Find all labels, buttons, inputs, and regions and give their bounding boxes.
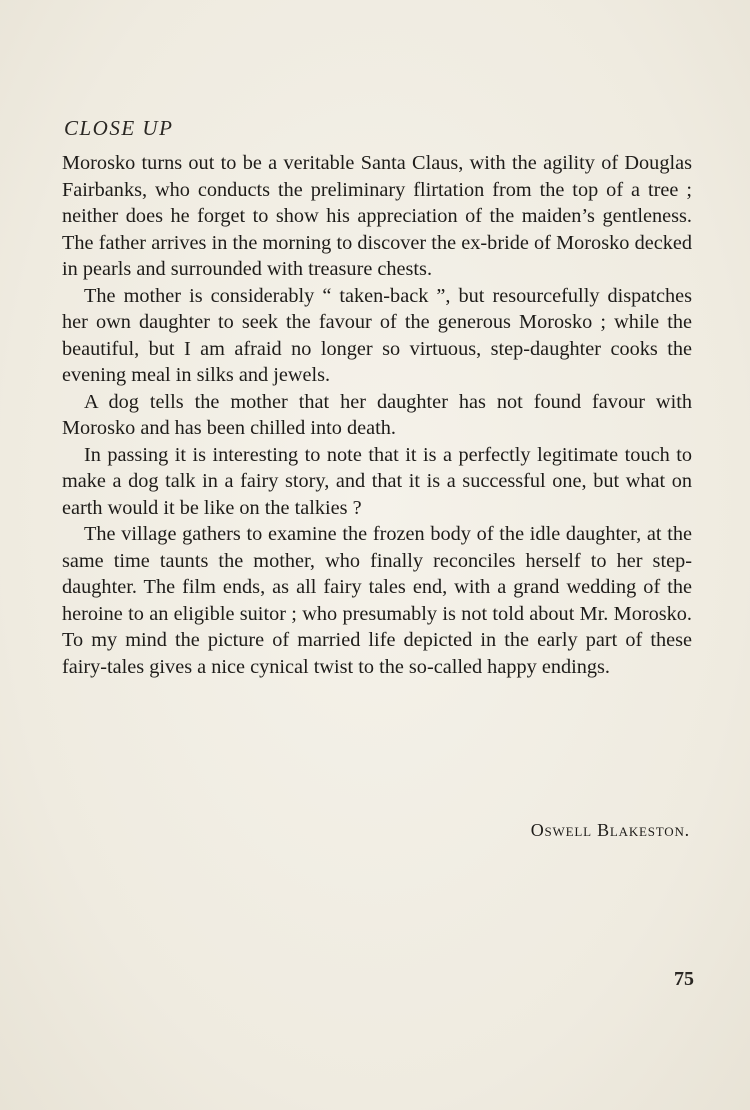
paragraph-1: Morosko turns out to be a veritable Santa Claus, with the agility of Douglas Fairbanks, who conducts the preliminary flirtation from the top of a tree ; neither does he forget to show his appreciation of the maiden’s gentleness. The father arrives in the morning to discover the ex-bride of Morosko decked in pearls and surrounded with treasure chests. <box>62 152 692 280</box>
author-signature: Oswell Blakeston. <box>530 820 690 840</box>
paragraph-3: A dog tells the mother that her daughter has not found favour with Morosko and has been chilled into death. <box>62 390 692 439</box>
running-head: CLOSE UP <box>64 116 174 140</box>
paragraph-4: In passing it is interesting to note that it is a perfectly legitimate touch to make a dog talk in a fairy story, and that it is a successful one, but what on earth would it be like on the talkies ? <box>62 443 692 519</box>
page-number: 75 <box>674 968 694 990</box>
paragraph-2: The mother is considerably “ taken-back ”, but resourcefully dispatches her own daughter to seek the favour of the generous Morosko ; while the beautiful, but I am afraid no longer so virtuous, step-daughter cooks the evening meal in silks and jewels. <box>62 284 692 386</box>
paragraph-5: The village gathers to examine the frozen body of the idle daughter, at the same time taunts the mother, who finally reconciles herself to her step-daughter. The film ends, as all fairy tales end, with a grand wedding of the heroine to an eligible suitor ; who presumably is not told about Mr. Morosko. To my mind the picture of married life depicted in the early part of these fairy-tales gives a nice cynical twist to the so-called happy endings. <box>62 523 692 678</box>
article-body <box>62 150 692 680</box>
